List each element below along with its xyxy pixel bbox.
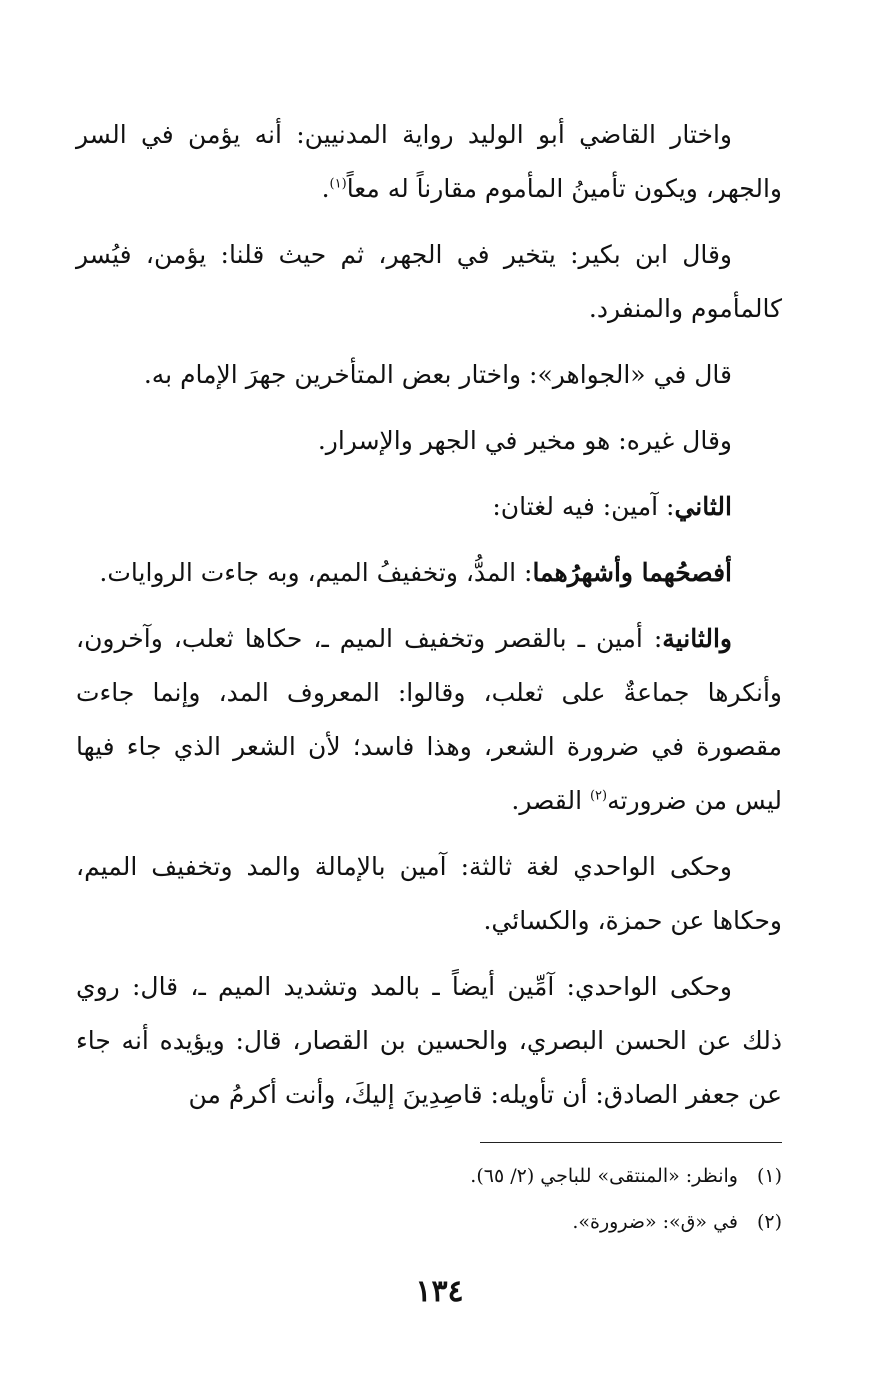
paragraph-text: وحكى الواحدي: آمِّين أيضاً ـ بالمد وتشديد الميم ـ، قال: روي ذلك عن الحسن البصري، والحسين بن القصار، قال: ويؤيده أنه جاء عن جعفر الصادق: أن تأويله: قاصِدِينَ إليكَ، وأنت أكرمُ من (76, 972, 782, 1109)
page-number: ١٣٤ (415, 1274, 464, 1309)
paragraph-7 (76, 612, 782, 828)
paragraph-lead: والثانية (662, 624, 732, 653)
footnotes (76, 1160, 782, 1252)
paragraph-9 (76, 960, 782, 1122)
paragraph-text: وقال غيره: هو مخير في الجهر والإسرار. (317, 426, 732, 455)
paragraph-lead: الثاني (674, 492, 732, 521)
footnote-ref-2[interactable]: (٢) (589, 788, 608, 804)
footnote-text: وانظر: «المنتقى» للباجي (٢/ ٦٥). (470, 1165, 738, 1187)
paragraph-text: وقال ابن بكير: يتخير في الجهر، ثم حيث قلنا: يؤمن، فيُسر كالمأموم والمنفرد. (76, 240, 782, 323)
paragraph-2 (76, 228, 782, 336)
paragraph-text: : المدُّ، وتخفيفُ الميم، وبه جاءت الروايات. (99, 558, 533, 587)
paragraph-3 (76, 348, 782, 402)
footnote-number: (١) (756, 1165, 782, 1187)
paragraph-1 (76, 108, 782, 216)
paragraph-6 (76, 546, 782, 600)
footnote-divider (480, 1142, 782, 1143)
footnote-number: (٢) (756, 1211, 782, 1233)
paragraph-text: وحكى الواحدي لغة ثالثة: آمين بالإمالة والمد وتخفيف الميم، وحكاها عن حمزة، والكسائي. (76, 852, 782, 935)
footnote-1 (76, 1160, 782, 1192)
main-text (76, 108, 782, 1134)
paragraph-tail: . (321, 174, 330, 203)
paragraph-text: واختار القاضي أبو الوليد رواية المدنيين: أنه يؤمن في السر والجهر، ويكون تأمينُ المأموم مقارناً له معاً (76, 120, 782, 203)
paragraph-lead: أفصحُهما وأشهرُهما (532, 558, 732, 587)
footnote-text: في «ق»: «ضرورة». (572, 1211, 738, 1233)
paragraph-8 (76, 840, 782, 948)
footnote-ref-1[interactable]: (١) (329, 176, 347, 192)
paragraph-text: : أمين ـ بالقصر وتخفيف الميم ـ، حكاها ثعلب، وآخرون، وأنكرها جماعةٌ على ثعلب، وقالوا: المعروف المد، وإنما جاءت مقصورة في ضرورة الشعر، وهذا فاسد؛ لأن الشعر الذي جاء فيها ليس من ضرورته (76, 624, 782, 815)
paragraph-text: قال في «الجواهر»: واختار بعض المتأخرين جهرَ الإمام به. (143, 360, 732, 389)
paragraph-5 (76, 480, 782, 534)
footnote-2 (76, 1206, 782, 1238)
paragraph-4 (76, 414, 782, 468)
paragraph-text: : آمين: فيه لغتان: (492, 492, 675, 521)
paragraph-tail: القصر. (511, 786, 590, 815)
